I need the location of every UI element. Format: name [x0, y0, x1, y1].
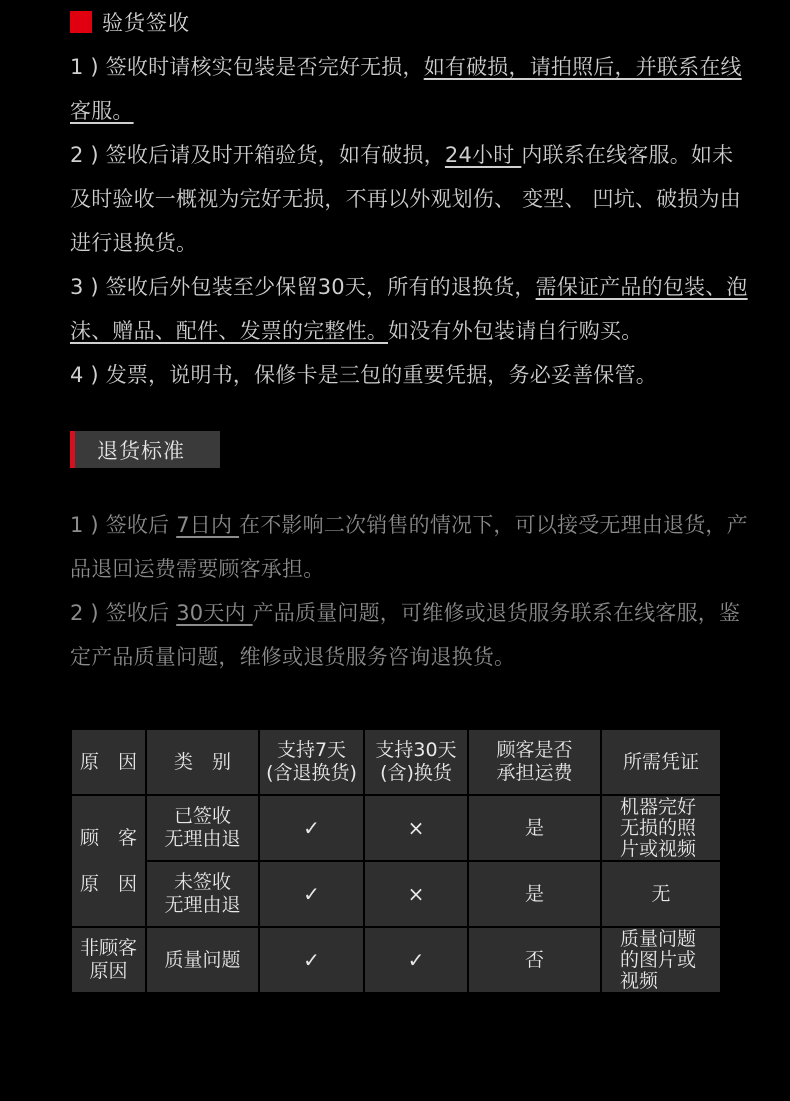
freight-cell: 是	[468, 861, 601, 927]
header-proof: 所需凭证	[601, 729, 721, 795]
table-row	[71, 795, 721, 861]
item-emphasis: 7日内	[176, 513, 240, 537]
header-text: 支持7天 (含退换货)	[266, 739, 357, 784]
item-text: 如没有外包装请自行购买。	[388, 319, 643, 343]
red-square-icon	[70, 11, 92, 33]
proof-text: 质量问题 的图片或 视频	[620, 927, 697, 992]
proof-cell	[601, 795, 721, 861]
section-return-standard-title: 退货标准	[70, 431, 220, 468]
category-cell: 质量问题	[146, 927, 259, 993]
reason-text: 顾 客 原 因	[79, 826, 137, 895]
item-text: 在不影响二次销售的情况下，可以接受无理由退货，产品退回运费需要顾客承担。	[70, 513, 748, 581]
reason-customer-cell	[71, 795, 146, 927]
item-text: 1 ) 签收后	[70, 513, 177, 537]
item-emphasis: 需保证产品的包装、泡沫、赠品、配件、发票的完整性。	[70, 275, 748, 343]
header-7-day	[259, 729, 364, 795]
cross-icon: ×	[364, 861, 468, 927]
table-header-row	[71, 729, 721, 795]
category-text: 未签收 无理由退	[164, 871, 241, 916]
item-text: 2 ) 签收后	[70, 601, 177, 625]
acceptance-item-3	[70, 265, 750, 353]
freight-cell: 否	[468, 927, 601, 993]
header-freight	[468, 729, 601, 795]
acceptance-item-1	[70, 45, 750, 133]
item-text: 1 ) 签收时请核实包装是否完好无损，	[70, 55, 424, 79]
return-item-1	[70, 503, 750, 591]
item-text: 3 ) 签收后外包装至少保留30天，所有的退换货，	[70, 275, 536, 299]
check-icon: ✓	[259, 795, 364, 861]
section-acceptance-header	[70, 6, 190, 38]
freight-cell: 是	[468, 795, 601, 861]
header-text: 支持30天 (含)换货	[375, 739, 457, 784]
header-30-day	[364, 729, 468, 795]
category-text: 已签收 无理由退	[164, 805, 241, 850]
table-row	[71, 861, 721, 927]
table-row	[71, 927, 721, 993]
item-text: 2 ) 签收后请及时开箱验货，如有破损，	[70, 143, 445, 167]
cross-icon: ×	[364, 795, 468, 861]
proof-cell	[601, 927, 721, 993]
item-text: 产品质量问题，可维修或退货服务联系在线客服，鉴定产品质量问题，维修或退货服务咨询退换货。	[70, 601, 741, 669]
reason-noncustomer-cell	[71, 927, 146, 993]
header-category: 类 别	[146, 729, 259, 795]
acceptance-item-2	[70, 133, 750, 265]
check-icon: ✓	[259, 861, 364, 927]
reason-text: 非顾客 原因	[79, 937, 137, 982]
item-text: 4 ) 发票，说明书，保修卡是三包的重要凭据，务必妥善保管。	[70, 363, 657, 387]
section-acceptance-title: 验货签收	[102, 11, 190, 35]
proof-text: 机器完好 无损的照 片或视频	[620, 795, 697, 860]
check-icon: ✓	[259, 927, 364, 993]
return-item-2	[70, 591, 750, 679]
acceptance-item-4	[70, 353, 750, 397]
category-cell	[146, 861, 259, 927]
check-icon: ✓	[364, 927, 468, 993]
item-text: 内联系在线客服。如未及时验收一概视为完好无损，不再以外观划伤、 变型、 凹坑、破损为由进行退换货。	[70, 143, 741, 255]
item-emphasis: 24小时	[444, 143, 522, 167]
header-text: 顾客是否 承担运费	[496, 739, 573, 784]
item-emphasis: 30天内	[176, 601, 253, 625]
category-cell	[146, 795, 259, 861]
return-policy-table	[70, 728, 722, 994]
proof-cell: 无	[601, 861, 721, 927]
item-emphasis: 如有破损，请拍照后，并联系在线客服。	[70, 55, 742, 123]
header-reason: 原 因	[71, 729, 146, 795]
